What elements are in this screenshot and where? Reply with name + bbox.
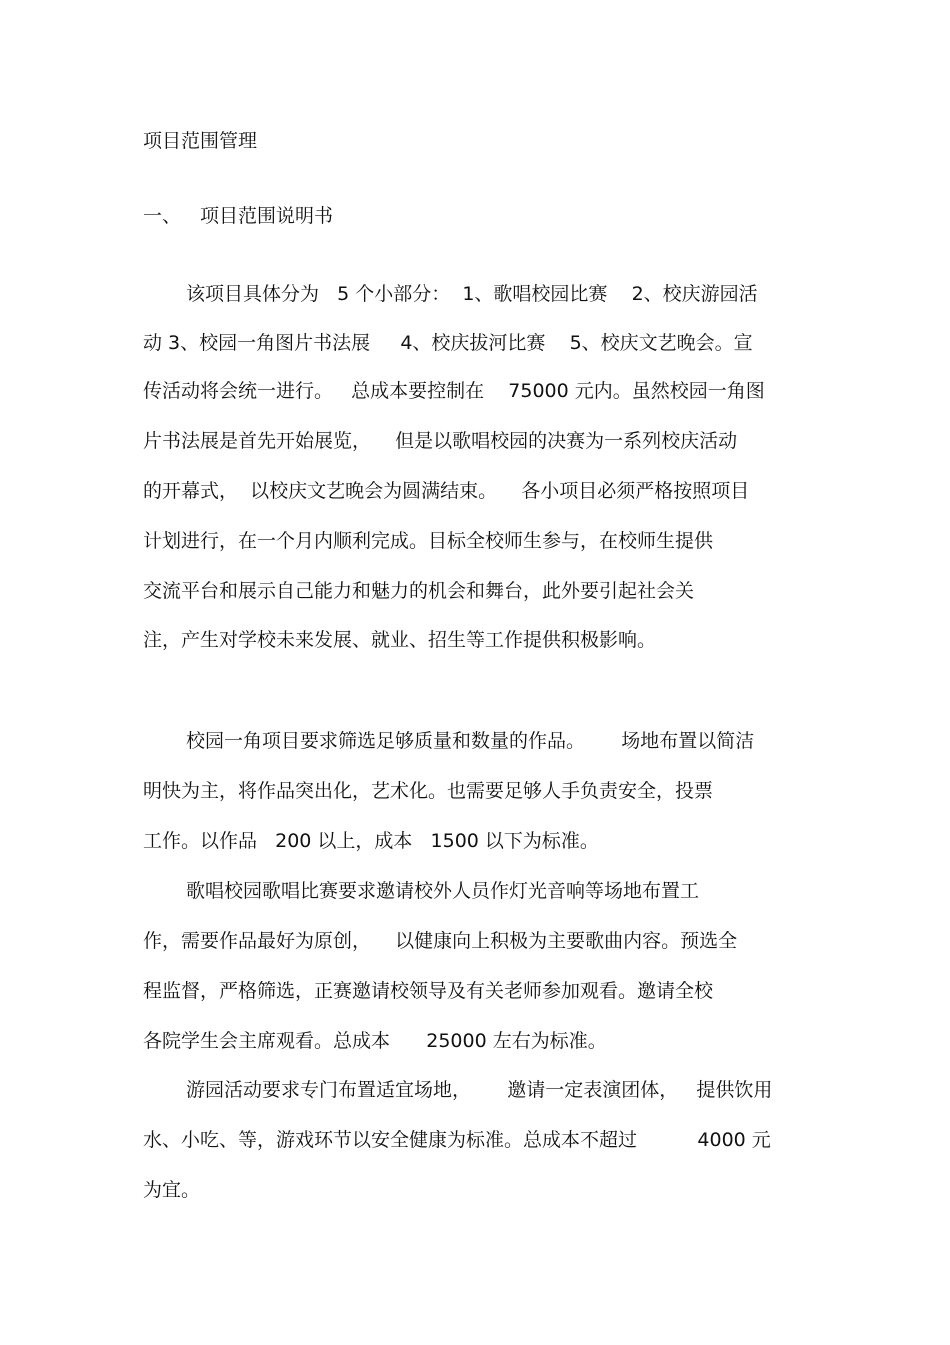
paragraph-2-line-1: 校园一角项目要求筛选足够质量和数量的作品。 场地布置以简洁: [186, 730, 755, 752]
document-title: 项目范围管理: [143, 130, 258, 152]
paragraph-1-line-4: 片书法展是首先开始展览， 但是以歌唱校园的决赛为一系列校庆活动: [143, 430, 738, 452]
paragraph-1-line-3: 传活动将会统一进行。 总成本要控制在 75000 元内。虽然校园一角图: [143, 380, 765, 402]
paragraph-1-line-6: 计划进行，在一个月内顺利完成。目标全校师生参与，在校师生提供: [143, 530, 714, 552]
paragraph-4-line-3: 为宜。: [143, 1179, 201, 1201]
section-number: 一、: [143, 205, 182, 227]
paragraph-1-line-5: 的开幕式， 以校庆文艺晚会为圆满结束。 各小项目必须严格按照项目: [143, 480, 750, 502]
paragraph-2-line-3: 工作。以作品 200 以上，成本 1500 以下为标准。: [143, 830, 599, 852]
paragraph-1-line-7: 交流平台和展示自己能力和魅力的机会和舞台，此外要引起社会关: [143, 580, 695, 602]
paragraph-3-line-1: 歌唱校园歌唱比赛要求邀请校外人员作灯光音响等场地布置工: [186, 880, 700, 902]
paragraph-3-line-3: 程监督，严格筛选，正赛邀请校领导及有关老师参加观看。邀请全校: [143, 980, 714, 1002]
paragraph-4-line-2: 水、小吃、等，游戏环节以安全健康为标准。总成本不超过 4000 元: [143, 1129, 771, 1151]
paragraph-4-line-1: 游园活动要求专门布置适宜场地， 邀请一定表演团体， 提供饮用: [186, 1079, 773, 1101]
paragraph-3-line-4: 各院学生会主席观看。总成本 25000 左右为标准。: [143, 1030, 607, 1052]
section-title: 项目范围说明书: [200, 205, 334, 227]
paragraph-1-line-1: 该项目具体分为 5 个小部分： 1、歌唱校园比赛 2、校庆游园活: [186, 283, 758, 305]
paragraph-1-line-2: 动 3、校园一角图片书法展 4、校庆拔河比赛 5、校庆文艺晚会。宣: [143, 332, 753, 354]
paragraph-3-line-2: 作，需要作品最好为原创， 以健康向上积极为主要歌曲内容。预选全: [143, 930, 738, 952]
paragraph-2-line-2: 明快为主，将作品突出化，艺术化。也需要足够人手负责安全，投票: [143, 780, 714, 802]
paragraph-1-line-8: 注，产生对学校未来发展、就业、招生等工作提供积极影响。: [143, 629, 657, 651]
